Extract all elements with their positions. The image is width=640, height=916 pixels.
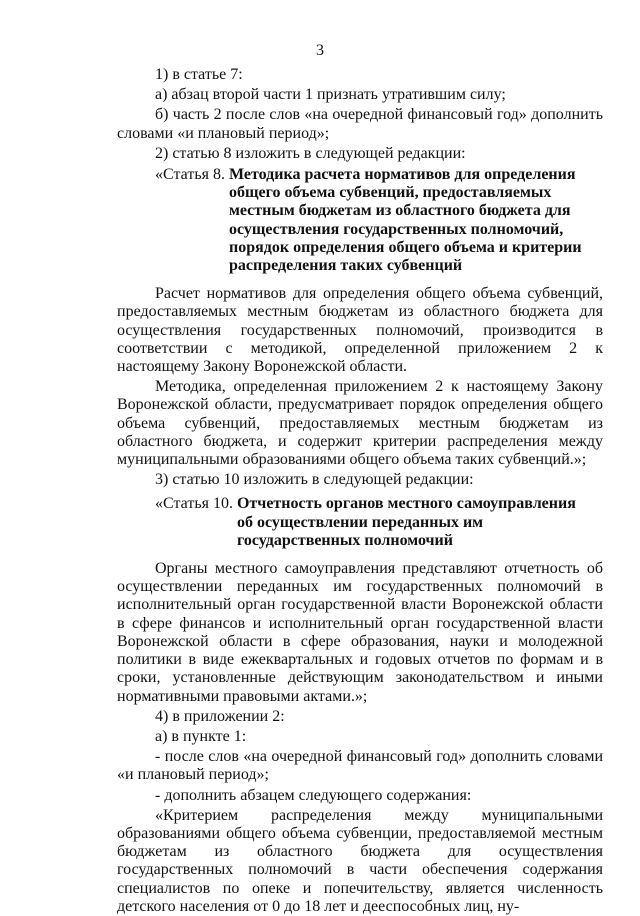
page-number: 3 (316, 42, 324, 59)
paragraph: Расчет нормативов для определения общего объема субвенций, предоставляемых местным бюджетам из областного бюджета для осуществления государственных полномочий, производится в соответствии с методикой, определенной приложением 2 к настоящему Закону Воронежской области. (117, 285, 603, 376)
article-8-lead: «Статья 8. (155, 166, 229, 184)
article-8-title: Методика расчета нормативов для определения общего объема субвенций, предоставляемых местным бюджетам из областного бюджета для осуществления государственных полномочий, порядок определения общего объема и критерии распределения таких субвенций (228, 166, 582, 275)
paragraph: 4) в приложении 2: (155, 707, 285, 725)
paragraph: - дополнить абзацем следующего содержания: (155, 786, 472, 804)
paragraph: а) абзац второй части 1 признать утратившим силу; (155, 86, 506, 104)
paragraph: - после слов «на очередной финансовый год» дополнить словами «и плановый период»; (117, 748, 603, 784)
document-body (117, 66, 603, 916)
paragraph: 1) в статье 7: (155, 66, 243, 83)
paragraph: 3) статью 10 изложить в следующей редакции: (155, 471, 474, 489)
paragraph: а) в пункте 1: (155, 727, 247, 745)
article-10-lead: «Статья 10. (155, 495, 237, 513)
paragraph: 2) статью 8 изложить в следующей редакции: (155, 144, 466, 162)
paragraph: Органы местного самоуправления представляют отчетность об осуществлении переданных им государственных полномочий в исполнительный орган государственной власти Воронежской области в сфере финансов и исполнительный орган государственной власти Воронежской области в сфере образования, науки и молодежной политики в виде ежеквартальных и годовых отчетов по формам и в сроки, установленные действующим законодательством и иными нормативными правовыми актами.»; (117, 560, 603, 705)
article-10-title: Отчетность органов местного самоуправления об осуществлении переданных им государственных полномочий (236, 495, 576, 549)
paragraph: б) часть 2 после слов «на очередной финансовый год» дополнить словами «и плановый период»; (117, 106, 603, 142)
article-8-heading (117, 166, 603, 275)
article-10-heading (117, 495, 603, 550)
paragraph: «Критерием распределения между муниципальными образованиями общего объема субвенции, предоставляемой местным бюджетам из областного бюджета для осуществления государственных полномочий в части обеспечения содержания специалистов по опеке и попечительству, является численность детского населения от 0 до 18 лет и дееспособных лиц, ну- (117, 806, 603, 915)
paragraph: Методика, определенная приложением 2 к настоящему Закону Воронежской области, предусматривает порядок определения общего объема субвенций, предоставляемых местным бюджетам из областного бюджета, и содержит критерии распределения между муниципальными образованиями общего объема таких субвенций.»; (117, 378, 603, 469)
